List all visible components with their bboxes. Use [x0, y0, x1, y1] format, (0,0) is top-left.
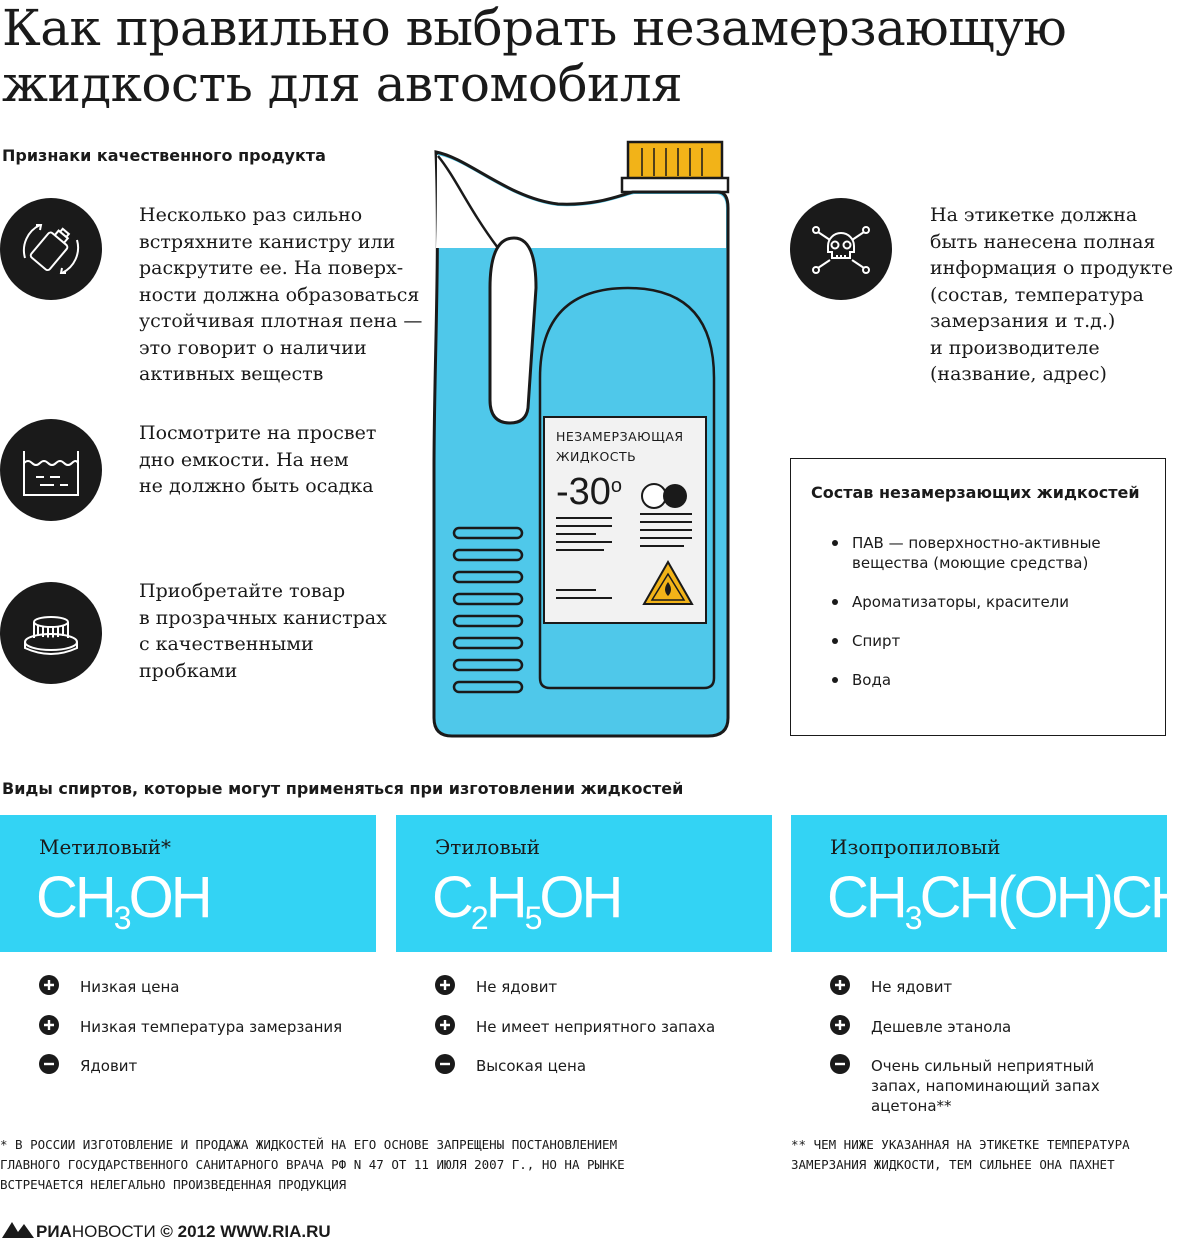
list-item: Спирт: [827, 631, 1101, 651]
tip-label-info: На этикетке должна быть нанесена полная информация о продукте (состав, температура замерзания и т.д.) и производителе (название, адрес): [930, 204, 1174, 385]
ethyl-points: Не ядовит Не имеет неприятного запаха Высокая цена: [435, 977, 775, 1097]
canister-temperature: $-30^о$: [556, 471, 623, 513]
card-isopropyl-formula: $CH_3CH(OH)CH_3$: [827, 865, 1204, 936]
sediment-icon: [0, 419, 102, 521]
page-title-line-2: жидкость для автомобиля: [2, 55, 683, 113]
composition-box: [790, 458, 1166, 736]
card-methyl-name: Метиловый*: [39, 835, 171, 859]
card-methyl-formula: $CH_3OH$: [36, 865, 210, 936]
composition-list: [827, 533, 1101, 709]
footnote-right: ** ЧЕМ НИЖЕ УКАЗАННАЯ НА ЭТИКЕТКЕ ТЕМПЕРАТУРА ЗАМЕРЗАНИЯ ЖИДКОСТИ, ТЕМ СИЛЬНЕЕ ОНА ПАХНЕТ: [791, 1137, 1130, 1172]
composition-title: Состав незамерзающих жидкостей: [811, 483, 1140, 502]
plus-icon: [435, 1015, 455, 1035]
bottle-cap-icon: [0, 582, 102, 684]
plus-icon: [39, 1015, 59, 1035]
card-isopropyl: [791, 815, 1204, 952]
signs-heading: Признаки качественного продукта: [2, 146, 326, 165]
copyright-text: © 2012 WWW.RIA.RU: [160, 1222, 331, 1241]
alcohols-heading: Виды спиртов, которые могут применяться при изготовлении жидкостей: [2, 779, 684, 798]
card-ethyl-formula: $C_2H_5OH$: [432, 865, 621, 936]
isopropyl-points: Не ядовит Дешевле этанола Очень сильный неприятный запах, напоминающий запах ацетона**: [830, 977, 1170, 1117]
credit-line: РИАНОВОСТИ © 2012 WWW.RIA.RU: [0, 1218, 331, 1242]
plus-icon: [830, 975, 850, 995]
list-item: Ароматизаторы, красители: [827, 592, 1101, 612]
minus-icon: [435, 1054, 455, 1074]
tip-cap: Приобретайте товар в прозрачных канистрах с качественными пробками: [139, 580, 387, 682]
skull-crossbones-icon: [790, 198, 892, 300]
canister-illustration: [428, 138, 738, 740]
shake-icon: [0, 198, 102, 300]
card-isopropyl-name: Изопропиловый: [830, 835, 1001, 859]
minus-icon: [39, 1054, 59, 1074]
tip-shake: Несколько раз сильно встряхните канистру или раскрутите ее. На поверх- ности должна образоваться устойчивая плотная пена — это говорит о наличии активных веществ: [139, 204, 423, 385]
tip-sediment: Посмотрите на просвет дно емкости. На нем не должно быть осадка: [139, 422, 377, 497]
list-item: ПАВ — поверхностно-активные вещества (моющие средства): [827, 533, 1101, 573]
page-title-line-1: Как правильно выбрать незамерзающую: [2, 0, 1067, 57]
canister-label-text: НЕЗАМЕРЗАЮЩАЯ ЖИДКОСТЬ: [556, 429, 684, 464]
methyl-points: Низкая цена Низкая температура замерзания Ядовит: [39, 977, 379, 1097]
minus-icon: [830, 1054, 850, 1074]
ria-logo-icon: [0, 1218, 36, 1242]
card-ethyl: [396, 815, 772, 952]
page-title: [2, 0, 1172, 112]
card-ethyl-name: Этиловый: [435, 835, 540, 859]
card-methyl: [0, 815, 376, 952]
footnote-left: * В РОССИИ ИЗГОТОВЛЕНИЕ И ПРОДАЖА ЖИДКОСТЕЙ НА ЕГО ОСНОВЕ ЗАПРЕЩЕНЫ ПОСТАНОВЛЕНИЕМ ГЛАВНОГО ГОСУДАРСТВЕННОГО САНИТАРНОГО ВРАЧА РФ N 47 ОТ 11 ИЮЛЯ 2007 Г., НО НА РЫНКЕ ВСТРЕЧАЕТСЯ НЕЛЕГАЛЬНО ПРОИЗВЕДЕННАЯ ПРОДУКЦИЯ: [0, 1137, 625, 1192]
plus-icon: [830, 1015, 850, 1035]
plus-icon: [39, 975, 59, 995]
plus-icon: [435, 975, 455, 995]
list-item: Вода: [827, 670, 1101, 690]
